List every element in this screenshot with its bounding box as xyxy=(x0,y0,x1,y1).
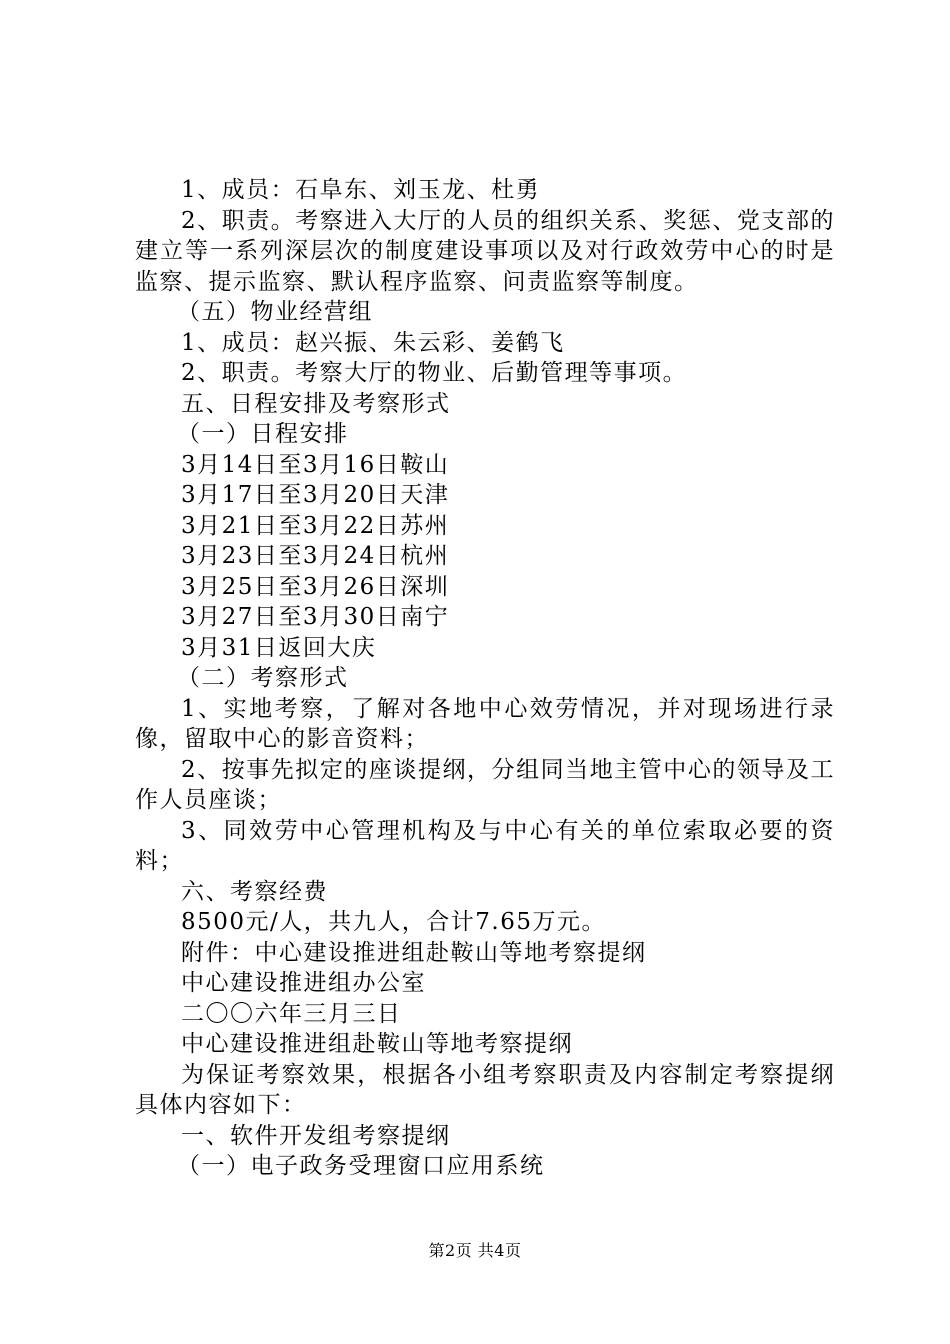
paragraph-members-1: 1、成员：石阜东、刘玉龙、杜勇 xyxy=(181,177,541,203)
paragraph-outline-intro: 为保证考察效果，根据各小组考察职责及内容制定考察提纲具体内容如下： xyxy=(135,1061,835,1118)
heading-schedule: （一）日程安排 xyxy=(177,421,349,447)
heading-egov-system: （一）电子政务受理窗口应用系统 xyxy=(177,1153,545,1179)
paragraph-form-1: 1、实地考察，了解对各地中心效劳情况，并对现场进行录像，留取中心的影音资料； xyxy=(135,695,835,752)
paragraph-issuer: 中心建设推进组办公室 xyxy=(181,970,426,996)
heading-expenses: 六、考察经费 xyxy=(181,878,328,905)
heading-software-group: 一、软件开发组考察提纲 xyxy=(181,1122,451,1149)
document-body xyxy=(135,175,835,1182)
paragraph-form-3: 3、同效劳中心管理机构及与中心有关的单位索取必要的资料； xyxy=(135,817,835,874)
heading-schedule-section: 五、日程安排及考察形式 xyxy=(181,390,451,417)
heading-inspection-form: （二）考察形式 xyxy=(177,665,349,691)
paragraph-members-2: 1、成员：赵兴振、朱云彩、姜鹤飞 xyxy=(181,329,565,356)
paragraph-date: 二〇〇六年三月三日 xyxy=(181,1000,402,1027)
paragraph-expenses: 8500元/人，共九人，合计7.65万元。 xyxy=(181,909,606,935)
schedule-item: 3月14日至3月16日鞍山 xyxy=(181,451,450,478)
schedule-item: 3月23日至3月24日杭州 xyxy=(181,543,450,569)
paragraph-attachment: 附件：中心建设推进组赴鞍山等地考察提纲 xyxy=(181,939,647,966)
schedule-item: 3月21日至3月22日苏州 xyxy=(181,512,450,539)
heading-outline-title: 中心建设推进组赴鞍山等地考察提纲 xyxy=(181,1031,573,1057)
schedule-item: 3月17日至3月20日天津 xyxy=(181,482,450,508)
paragraph-duties-2: 2、职责。考察大厅的物业、后勤管理等事项。 xyxy=(181,360,688,386)
page-number-footer: 第2页 共4页 xyxy=(428,1241,522,1260)
paragraph-duties-1: 2、职责。考察进入大厅的人员的组织关系、奖惩、党支部的建立等一系列深层次的制度建设事项以及对行政效劳中心的时是监察、提示监察、默认程序监察、问责监察等制度。 xyxy=(135,207,835,295)
heading-property-group: （五）物业经营组 xyxy=(177,299,373,325)
schedule-item: 3月27日至3月30日南宁 xyxy=(181,604,450,630)
paragraph-form-2: 2、按事先拟定的座谈提纲，分组同当地主管中心的领导及工作人员座谈； xyxy=(135,756,835,813)
schedule-item: 3月31日返回大庆 xyxy=(181,634,377,661)
schedule-item: 3月25日至3月26日深圳 xyxy=(181,573,450,600)
